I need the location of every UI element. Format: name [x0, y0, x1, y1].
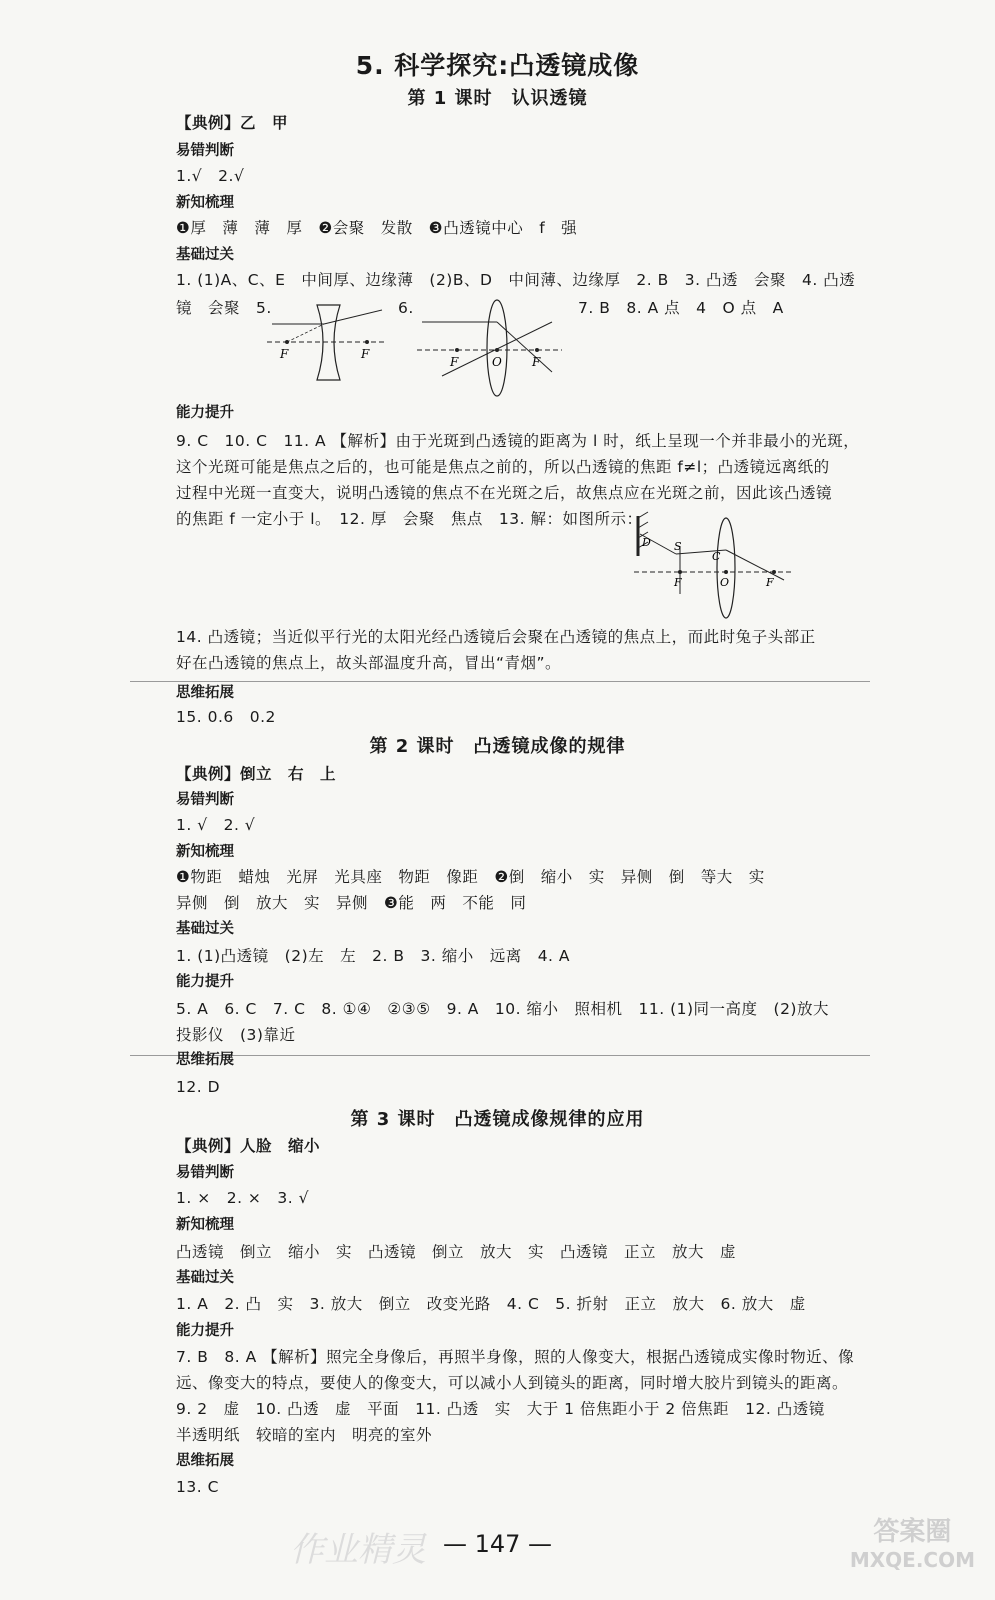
lesson-1-basic-line-1: 1. (1)A、C、E 中间厚、边缘薄 (2)B、D 中间薄、边缘厚 2. B 3. 凸透 会聚 4. 凸透: [176, 271, 856, 289]
watermark-logo: [850, 1518, 975, 1574]
lesson-3-ability-heading: 能力提升: [176, 1323, 234, 1339]
optical-center-label: O: [492, 355, 502, 369]
lesson-3-errors: 1. × 2. × 3. √: [176, 1189, 309, 1207]
focus-label-left: F: [674, 576, 682, 589]
lesson-2-knowledge-line-1: ❶物距 蜡烛 光屏 光具座 物距 像距 ❷倒 缩小 实 异侧 倒 等大 实: [176, 868, 765, 886]
lesson-3-expand-heading: 思维拓展: [176, 1453, 234, 1469]
lesson-1-ability-line-6: 好在凸透镜的焦点上，故头部温度升高，冒出“青烟”。: [176, 654, 562, 672]
lesson-2-ability-line-2: 投影仪 (3)靠近: [176, 1026, 296, 1044]
lesson-3-ability-line-1: 7. B 8. A 【解析】照完全身像后，再照半身像，照的人像变大，根据凸透镜成实像时物近、像: [176, 1348, 855, 1366]
mirror-point-label: D: [642, 536, 651, 549]
watermark-faint: 作业精灵: [290, 1530, 426, 1570]
focus-label-left: F: [280, 347, 289, 361]
lesson-1-expand-heading: 思维拓展: [176, 685, 234, 701]
lesson-1-errors-heading: 易错判断: [176, 143, 234, 159]
lesson-2-knowledge-heading: 新知梳理: [176, 844, 234, 860]
lesson-3-basic-heading: 基础过关: [176, 1270, 234, 1286]
lesson-3-example: 【典例】人脸 缩小: [176, 1137, 321, 1155]
lesson-1-knowledge-heading: 新知梳理: [176, 195, 234, 211]
lesson-1-ability-line-5: 14. 凸透镜；当近似平行光的太阳光经凸透镜后会聚在凸透镜的焦点上，而此时兔子头部正: [176, 628, 816, 646]
watermark-url: MXQE.COM: [849, 1548, 975, 1572]
lesson-2-errors: 1. √ 2. √: [176, 816, 256, 834]
lesson-3-ability-line-2: 远、像变大的特点，要使人的像变大，可以减小人到镜头的距离，同时增大胶片到镜头的距离。: [176, 1374, 849, 1392]
lesson-1-basic-line-2c: 7. B 8. A 点 4 O 点 A: [578, 299, 784, 317]
lesson-1-basic-line-2a: 镜 会聚 5.: [176, 299, 272, 317]
lesson-1-errors: 1.√ 2.√: [176, 167, 245, 185]
lesson-3-knowledge: 凸透镜 倒立 缩小 实 凸透镜 倒立 放大 实 凸透镜 正立 放大 虚: [176, 1243, 737, 1261]
lesson-1-basic-heading: 基础过关: [176, 247, 234, 263]
lesson-3-ability-line-4: 半透明纸 较暗的室内 明亮的室外: [176, 1426, 433, 1444]
lesson-1-ability-line-4: 的焦距 f 一定小于 l。 12. 厚 会聚 焦点 13. 解：如图所示：: [176, 510, 643, 528]
focus-label-left: F: [450, 355, 459, 369]
lesson-2-example: 【典例】倒立 右 上: [176, 765, 337, 783]
lesson-1-ability-line-3: 过程中光斑一直变大，说明凸透镜的焦点不在光斑之后，故焦点应在光斑之前，因此该凸透镜: [176, 484, 833, 502]
concave-lens-diagram: [262, 300, 392, 385]
focus-label-right: F: [766, 576, 774, 589]
lesson-3-knowledge-heading: 新知梳理: [176, 1217, 234, 1233]
lesson-2-knowledge-line-2: 异侧 倒 放大 实 异侧 ❸能 两 不能 同: [176, 894, 527, 912]
lesson-2-errors-heading: 易错判断: [176, 792, 234, 808]
watermark-text: 答案圈: [873, 1517, 952, 1547]
lesson-1-expand: 15. 0.6 0.2: [176, 708, 276, 726]
lesson-1-knowledge: ❶厚 薄 薄 厚 ❷会聚 发散 ❸凸透镜中心 f 强: [176, 219, 578, 237]
lens-point-label: C: [712, 550, 721, 563]
lesson-2-basic-heading: 基础过关: [176, 921, 234, 937]
optical-center-label: O: [720, 576, 730, 589]
lesson-3-errors-heading: 易错判断: [176, 1165, 234, 1181]
lesson-2-basic: 1. (1)凸透镜 (2)左 左 2. B 3. 缩小 远离 4. A: [176, 947, 571, 965]
convex-lens-diagram: [412, 296, 572, 401]
lesson-1-ability-line-1: 9. C 10. C 11. A 【解析】由于光斑到凸透镜的距离为 l 时，纸上呈现一个并非最小的光斑，: [176, 432, 860, 450]
divider: [130, 1055, 870, 1056]
lesson-1-example: 【典例】乙 甲: [176, 114, 289, 132]
chapter-title: 5. 科学探究:凸透镜成像: [355, 51, 640, 80]
focus-label-right: F: [361, 347, 370, 361]
mirror-lens-diagram: [626, 510, 796, 622]
lesson-1-ability-line-2: 这个光斑可能是焦点之后的，也可能是焦点之前的，所以凸透镜的焦距 f≠l；凸透镜远离纸的: [176, 458, 830, 476]
lesson-2-title: 第 2 课时 凸透镜成像的规律: [369, 736, 626, 757]
lesson-2-ability-line-1: 5. A 6. C 7. C 8. ①④ ②③⑤ 9. A 10. 缩小 照相机 11. (1)同一高度 (2)放大: [176, 1000, 829, 1018]
divider: [130, 681, 870, 682]
lesson-1-basic-line-2b: 6.: [398, 299, 414, 317]
page-number: — 147 —: [442, 1530, 553, 1558]
lesson-3-basic: 1. A 2. 凸 实 3. 放大 倒立 改变光路 4. C 5. 折射 正立 放大 6. 放大 虚: [176, 1295, 806, 1313]
lesson-1-title: 第 1 课时 认识透镜: [407, 88, 588, 109]
lesson-1-ability-heading: 能力提升: [176, 405, 234, 421]
source-label: S: [674, 540, 682, 553]
lesson-3-ability-line-3: 9. 2 虚 10. 凸透 虚 平面 11. 凸透 实 大于 1 倍焦距小于 2 倍焦距 12. 凸透镜: [176, 1400, 825, 1418]
focus-label-right: F: [532, 355, 541, 369]
lesson-2-expand-heading: 思维拓展: [176, 1052, 234, 1068]
lesson-3-expand: 13. C: [176, 1478, 219, 1496]
lesson-3-title: 第 3 课时 凸透镜成像规律的应用: [350, 1109, 645, 1130]
lesson-2-ability-heading: 能力提升: [176, 974, 234, 990]
lesson-2-expand: 12. D: [176, 1078, 221, 1096]
